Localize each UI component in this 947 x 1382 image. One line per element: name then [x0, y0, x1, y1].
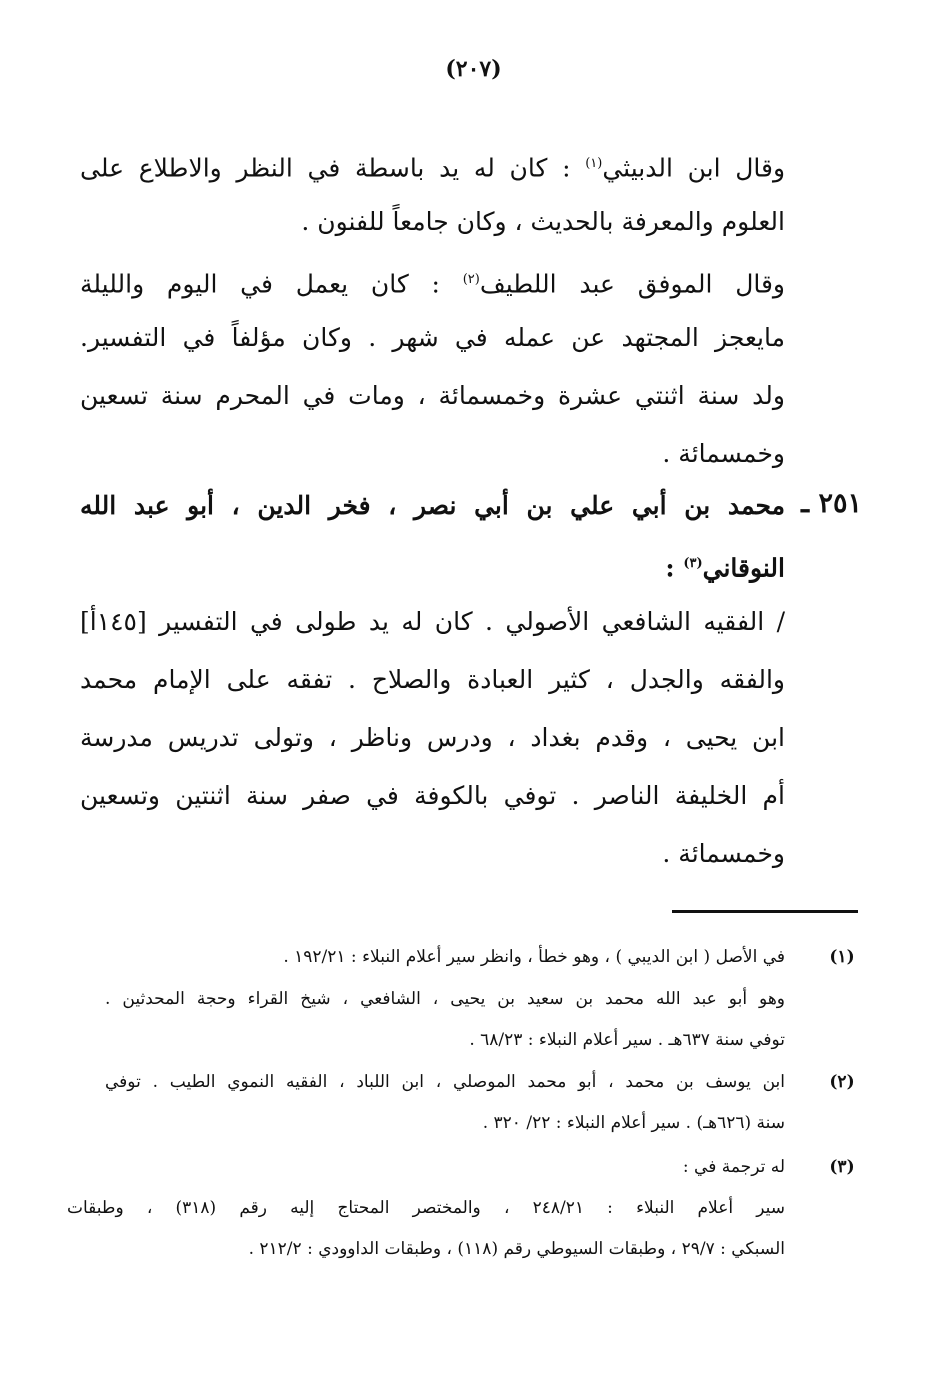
footnote-ref[interactable]: (١) — [585, 156, 603, 171]
footnote-line: سنة (٦٢٦هـ) . سير أعلام النبلاء : ٢٢/ ٣٢٠ . — [482, 1113, 785, 1133]
body-line-text: : كان يعمل في اليوم والليلة — [80, 269, 463, 299]
body-line — [80, 258, 785, 306]
footnote-line: السبكي : ٢٩/٧ ، وطبقات السيوطي رقم (١١٨) ، وطبقات الداوودي : ٢١٢/٢ . — [248, 1239, 785, 1259]
entry-line: ابن يحيى ، وقدم بغداد ، ودرس وناظر ، وتولى تدريس مدرسة — [80, 723, 785, 752]
body-line — [80, 316, 785, 360]
body-line-text: مايعجز المجتهد عن عمله في شهر . وكان مؤلفاً في التفسير. — [80, 323, 785, 352]
footnote-line: له ترجمة في : — [682, 1157, 785, 1177]
entry-line: أم الخليفة الناصر . توفي بالكوفة في صفر سنة اثنتين وتسعين — [80, 781, 785, 810]
body-line — [80, 142, 785, 190]
body-line — [80, 432, 785, 476]
body-line-text: العلوم والمعرفة بالحديث ، وكان جامعاً للفنون . — [301, 207, 785, 236]
entry-line: / الفقيه الشافعي الأصولي . كان له يد طولى في التفسير [١٤٥أ] — [80, 607, 785, 636]
footnote-number: (٣) — [829, 1157, 855, 1177]
body-line-text: : كان له يد باسطة في النظر والاطلاع على — [80, 153, 586, 183]
body-line — [80, 200, 785, 244]
entry-heading-line — [80, 542, 785, 590]
footnote-line: توفي سنة ٦٣٧هـ . سير أعلام النبلاء : ٦٨/٢٣ . — [469, 1030, 785, 1050]
footnote-divider — [672, 910, 858, 913]
entry-line: والفقه والجدل ، كثير العبادة والصلاح . تفقه على الإمام محمد — [80, 665, 785, 694]
body-line-text: وخمسمائة . — [662, 439, 785, 468]
body-line-text: وقال الموفق عبد اللطيف — [479, 269, 785, 299]
page-number: (٢٠٧) — [445, 56, 502, 82]
entry-number: ٢٥١ ـ — [801, 488, 862, 519]
footnote-line: سير أعلام النبلاء : ٢٤٨/٢١ ، والمختصر المحتاج إليه رقم (٣١٨) ، وطبقات — [67, 1198, 785, 1218]
entry-heading-text: : — [665, 553, 684, 583]
footnote-line: في الأصل ( ابن الديبي ) ، وهو خطأ ، وانظر سير أعلام النبلاء : ١٩٢/٢١ . — [283, 947, 785, 967]
footnote-ref[interactable]: (٣) — [683, 556, 703, 571]
entry-line: وخمسمائة . — [662, 839, 785, 868]
entry-heading-text: محمد بن أبي علي بن أبي نصر ، فخر الدين ، أبو عبد الله — [80, 491, 785, 520]
footnote-line: ابن يوسف بن محمد ، أبو محمد الموصلي ، ابن اللباد ، الفقيه النموي الطيب . توفي — [105, 1072, 785, 1092]
footnote-ref[interactable]: (٢) — [462, 272, 480, 287]
body-line-text: ولد سنة اثنتي عشرة وخمسمائة ، ومات في المحرم سنة تسعين — [80, 381, 785, 410]
body-line-text: وقال ابن الدبيثي — [602, 153, 785, 183]
body-line — [80, 374, 785, 418]
footnote-number: (٢) — [829, 1072, 855, 1092]
footnote-number: (١) — [829, 947, 855, 967]
footnote-line: وهو أبو عبد الله محمد بن سعيد بن يحيى ، الشافعي ، شيخ القراء وحجة المحدثين . — [105, 989, 785, 1009]
entry-heading-line — [80, 484, 785, 528]
entry-heading-text: النوقاني — [702, 553, 785, 583]
